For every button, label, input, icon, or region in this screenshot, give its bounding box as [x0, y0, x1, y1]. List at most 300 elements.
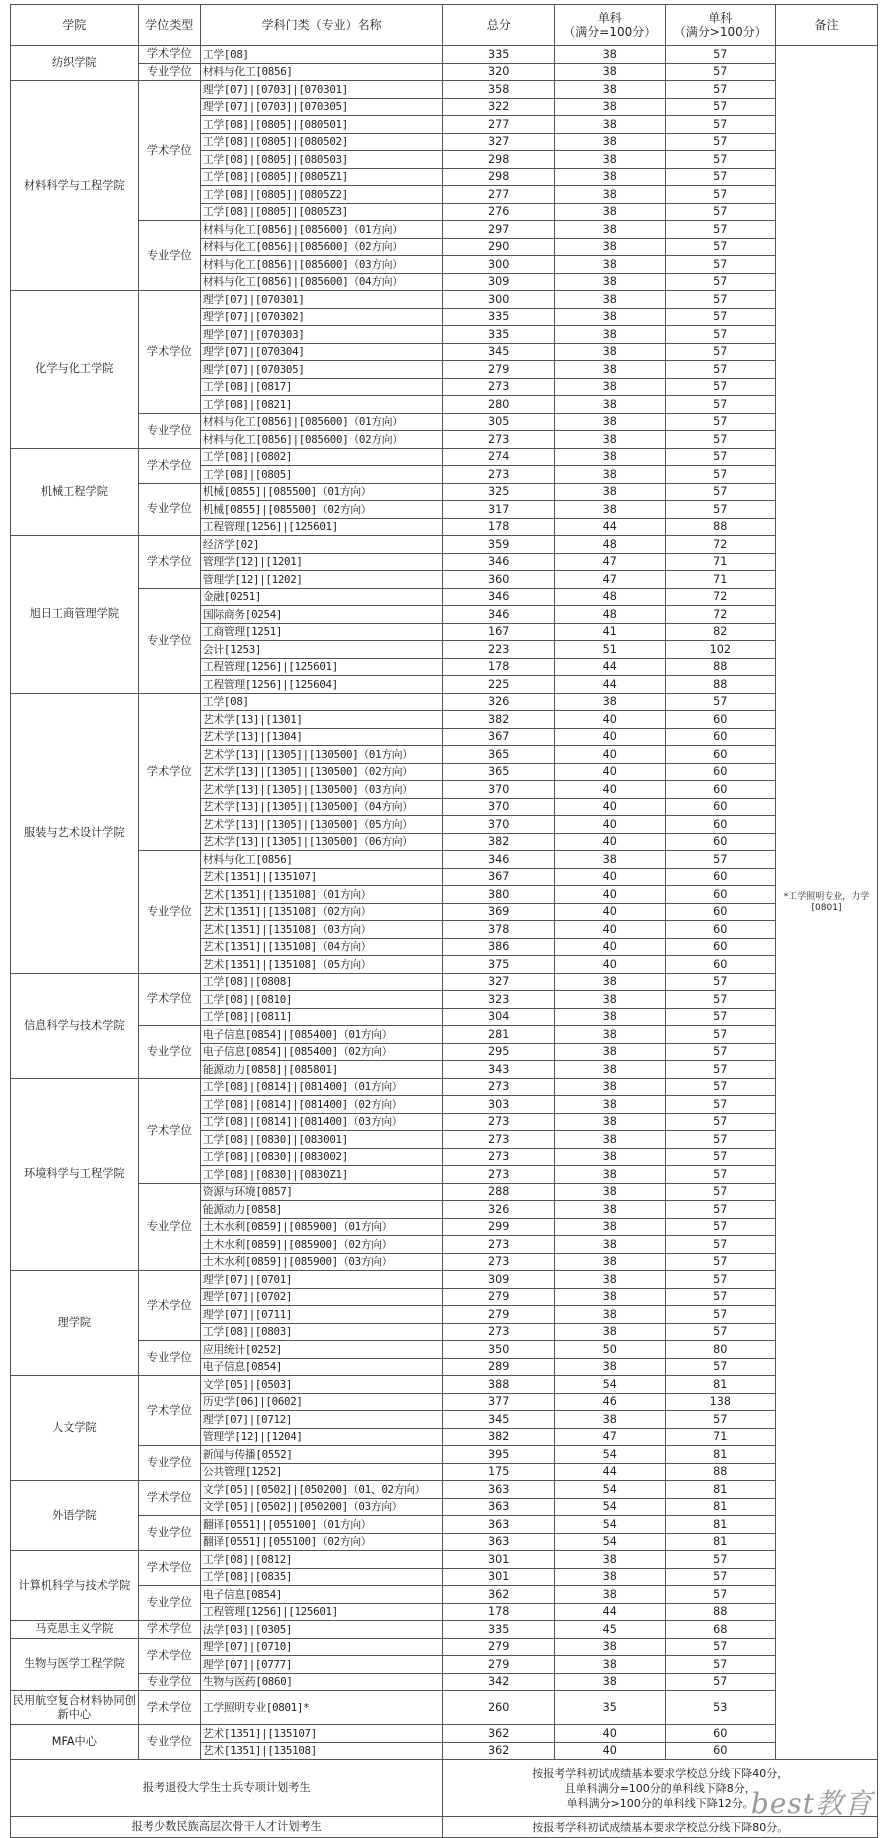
major-cell: 材料与化工[0856]|[085600]（02方向）	[200, 238, 443, 256]
total-score-cell: 335	[443, 1621, 555, 1639]
total-score-cell: 300	[443, 256, 555, 274]
total-score-cell: 365	[443, 746, 555, 764]
total-score-cell: 304	[443, 1008, 555, 1026]
major-cell: 管理学[12]|[1202]	[200, 571, 443, 589]
school-cell: 民用航空复合材料协同创新中心	[11, 1691, 139, 1725]
total-score-cell: 359	[443, 536, 555, 554]
major-cell: 工学[08]|[0803]	[200, 1323, 443, 1341]
major-cell: 工学[08]|[0814]|[081400]（01方向）	[200, 1078, 443, 1096]
single-over-100-cell: 53	[665, 1691, 776, 1725]
table-row	[11, 1621, 878, 1639]
single-over-100-cell: 88	[665, 1603, 776, 1621]
single-over-100-cell: 57	[665, 361, 776, 379]
single-100-cell: 40	[555, 816, 666, 834]
school-cell: 生物与医学工程学院	[11, 1638, 139, 1691]
single-over-100-cell: 60	[665, 903, 776, 921]
total-score-cell: 342	[443, 1673, 555, 1691]
major-cell: 理学[07]|[0777]	[200, 1656, 443, 1674]
total-score-cell: 363	[443, 1498, 555, 1516]
table-row	[11, 1725, 878, 1743]
major-cell: 管理学[12]|[1204]	[200, 1428, 443, 1446]
total-score-cell: 260	[443, 1691, 555, 1725]
single-100-cell: 40	[555, 728, 666, 746]
single-100-cell: 38	[555, 851, 666, 869]
major-cell: 会计[1253]	[200, 641, 443, 659]
single-over-100-cell: 57	[665, 256, 776, 274]
single-100-cell: 40	[555, 833, 666, 851]
single-over-100-cell: 60	[665, 921, 776, 939]
total-score-cell: 298	[443, 168, 555, 186]
total-score-cell: 295	[443, 1043, 555, 1061]
single-over-100-cell: 71	[665, 571, 776, 589]
total-score-cell: 277	[443, 116, 555, 134]
total-score-cell: 370	[443, 798, 555, 816]
single-over-100-cell: 81	[665, 1376, 776, 1394]
single-100-cell: 38	[555, 1236, 666, 1254]
single-over-100-cell: 72	[665, 606, 776, 624]
total-score-cell: 363	[443, 1533, 555, 1551]
single-100-cell: 54	[555, 1446, 666, 1464]
major-cell: 电子信息[0854]	[200, 1358, 443, 1376]
single-100-cell: 38	[555, 238, 666, 256]
total-score-cell: 377	[443, 1393, 555, 1411]
single-over-100-cell: 81	[665, 1498, 776, 1516]
single-100-cell: 38	[555, 203, 666, 221]
major-cell: 金融[0251]	[200, 588, 443, 606]
school-cell: 外语学院	[11, 1481, 139, 1551]
total-score-cell: 360	[443, 571, 555, 589]
single-100-cell: 54	[555, 1516, 666, 1534]
school-cell: 人文学院	[11, 1376, 139, 1481]
total-score-cell: 301	[443, 1551, 555, 1569]
table-row	[11, 1341, 878, 1359]
single-over-100-cell: 57	[665, 1008, 776, 1026]
major-cell: 理学[07]|[0712]	[200, 1411, 443, 1429]
single-over-100-cell: 57	[665, 133, 776, 151]
single-100-cell: 38	[555, 1078, 666, 1096]
total-score-cell: 335	[443, 46, 555, 64]
total-score-cell: 279	[443, 1288, 555, 1306]
major-cell: 翻译[0551]|[055100]（02方向）	[200, 1533, 443, 1551]
single-over-100-cell: 57	[665, 413, 776, 431]
major-cell: 工学[08]|[0830]|[083001]	[200, 1131, 443, 1149]
header-major: 学科门类（专业）名称	[200, 5, 443, 46]
single-over-100-cell: 57	[665, 1201, 776, 1219]
single-100-cell: 38	[555, 1568, 666, 1586]
score-table	[10, 4, 878, 1838]
single-over-100-cell: 60	[665, 938, 776, 956]
major-cell: 工学[08]|[0805]|[0805Z1]	[200, 168, 443, 186]
single-100-cell: 38	[555, 361, 666, 379]
total-score-cell: 279	[443, 1306, 555, 1324]
degree-type-cell: 学术学位	[138, 1481, 200, 1516]
total-score-cell: 346	[443, 553, 555, 571]
major-cell: 工程管理[1256]|[125601]	[200, 518, 443, 536]
single-over-100-cell: 57	[665, 448, 776, 466]
total-score-cell: 290	[443, 238, 555, 256]
degree-type-cell: 专业学位	[138, 413, 200, 448]
single-over-100-cell: 57	[665, 693, 776, 711]
note-cell: *工学照明专业，力学[0801]	[776, 46, 878, 1760]
total-score-cell: 305	[443, 413, 555, 431]
single-100-cell: 40	[555, 1742, 666, 1760]
total-score-cell: 365	[443, 763, 555, 781]
single-over-100-cell: 60	[665, 798, 776, 816]
total-score-cell: 273	[443, 1148, 555, 1166]
single-100-cell: 38	[555, 1008, 666, 1026]
single-100-cell: 38	[555, 1551, 666, 1569]
single-100-cell: 48	[555, 536, 666, 554]
total-score-cell: 370	[443, 816, 555, 834]
total-score-cell: 369	[443, 903, 555, 921]
total-score-cell: 300	[443, 291, 555, 309]
degree-type-cell: 专业学位	[138, 588, 200, 693]
total-score-cell: 363	[443, 1481, 555, 1499]
major-cell: 理学[07]|[0710]	[200, 1638, 443, 1656]
single-over-100-cell: 57	[665, 1131, 776, 1149]
table-row	[11, 63, 878, 81]
total-score-cell: 273	[443, 1078, 555, 1096]
watermark-logo: best教育	[750, 1787, 873, 1820]
total-score-cell: 175	[443, 1463, 555, 1481]
school-cell: 材料科学与工程学院	[11, 81, 139, 291]
single-over-100-cell: 57	[665, 46, 776, 64]
school-cell: 环境科学与工程学院	[11, 1078, 139, 1271]
single-over-100-cell: 57	[665, 378, 776, 396]
major-cell: 工学[08]|[0805]|[080503]	[200, 151, 443, 169]
total-score-cell: 362	[443, 1725, 555, 1743]
single-100-cell: 44	[555, 1463, 666, 1481]
school-cell: 计算机科学与技术学院	[11, 1551, 139, 1621]
total-score-cell: 281	[443, 1026, 555, 1044]
single-100-cell: 38	[555, 291, 666, 309]
total-score-cell: 309	[443, 1271, 555, 1289]
total-score-cell: 388	[443, 1376, 555, 1394]
table-body	[11, 46, 878, 1760]
single-100-cell: 38	[555, 1586, 666, 1604]
single-100-cell: 44	[555, 658, 666, 676]
single-over-100-cell: 57	[665, 1358, 776, 1376]
single-over-100-cell: 88	[665, 518, 776, 536]
total-score-cell: 309	[443, 273, 555, 291]
major-cell: 生物与医药[0860]	[200, 1673, 443, 1691]
single-100-cell: 38	[555, 1673, 666, 1691]
total-score-cell: 378	[443, 921, 555, 939]
major-cell: 工学[08]|[0805]|[080501]	[200, 116, 443, 134]
single-100-cell: 38	[555, 1411, 666, 1429]
degree-type-cell: 学术学位	[138, 291, 200, 414]
single-100-cell: 38	[555, 1061, 666, 1079]
single-100-cell: 38	[555, 1271, 666, 1289]
table-row	[11, 1446, 878, 1464]
total-score-cell: 370	[443, 781, 555, 799]
major-cell: 艺术学[13]|[1305]|[130500]（06方向）	[200, 833, 443, 851]
major-cell: 材料与化工[0856]|[085600]（03方向）	[200, 256, 443, 274]
single-over-100-cell: 60	[665, 886, 776, 904]
single-100-cell: 38	[555, 378, 666, 396]
single-100-cell: 51	[555, 641, 666, 659]
total-score-cell: 325	[443, 483, 555, 501]
total-score-cell: 288	[443, 1183, 555, 1201]
single-100-cell: 44	[555, 676, 666, 694]
single-100-cell: 38	[555, 501, 666, 519]
single-100-cell: 40	[555, 1725, 666, 1743]
single-over-100-cell: 81	[665, 1481, 776, 1499]
single-over-100-cell: 57	[665, 1026, 776, 1044]
single-over-100-cell: 57	[665, 483, 776, 501]
single-over-100-cell: 60	[665, 816, 776, 834]
total-score-cell: 167	[443, 623, 555, 641]
single-over-100-cell: 57	[665, 291, 776, 309]
table-row	[11, 1271, 878, 1289]
table-row	[11, 413, 878, 431]
single-over-100-cell: 57	[665, 396, 776, 414]
single-100-cell: 38	[555, 1131, 666, 1149]
single-100-cell: 38	[555, 1656, 666, 1674]
footer-label: 报考退役大学生士兵专项计划考生	[11, 1760, 443, 1817]
table-row	[11, 1673, 878, 1691]
total-score-cell: 346	[443, 851, 555, 869]
major-cell: 艺术学[13]|[1301]	[200, 711, 443, 729]
degree-type-cell: 专业学位	[138, 1516, 200, 1551]
total-score-cell: 273	[443, 378, 555, 396]
total-score-cell: 178	[443, 658, 555, 676]
major-cell: 艺术[1351]|[135108]（05方向）	[200, 956, 443, 974]
single-100-cell: 38	[555, 1096, 666, 1114]
single-100-cell: 48	[555, 588, 666, 606]
total-score-cell: 350	[443, 1341, 555, 1359]
table-row	[11, 536, 878, 554]
single-over-100-cell: 60	[665, 833, 776, 851]
total-score-cell: 273	[443, 1253, 555, 1271]
total-score-cell: 273	[443, 431, 555, 449]
major-cell: 工学[08]|[0805]	[200, 466, 443, 484]
major-cell: 理学[07]|[0711]	[200, 1306, 443, 1324]
footer-row	[11, 1817, 878, 1838]
single-over-100-cell: 60	[665, 763, 776, 781]
school-cell: 旭日工商管理学院	[11, 536, 139, 694]
school-cell: 机械工程学院	[11, 448, 139, 536]
single-over-100-cell: 57	[665, 1568, 776, 1586]
total-score-cell: 303	[443, 1096, 555, 1114]
single-over-100-cell: 57	[665, 1288, 776, 1306]
major-cell: 理学[07]|[070302]	[200, 308, 443, 326]
single-100-cell: 38	[555, 256, 666, 274]
major-cell: 工学[08]|[0802]	[200, 448, 443, 466]
single-over-100-cell: 57	[665, 1323, 776, 1341]
single-100-cell: 47	[555, 1428, 666, 1446]
single-over-100-cell: 81	[665, 1533, 776, 1551]
total-score-cell: 298	[443, 151, 555, 169]
major-cell: 艺术学[13]|[1305]|[130500]（03方向）	[200, 781, 443, 799]
table-row	[11, 1551, 878, 1569]
single-over-100-cell: 57	[665, 98, 776, 116]
degree-type-cell: 学术学位	[138, 1078, 200, 1183]
single-100-cell: 38	[555, 63, 666, 81]
major-cell: 文学[05]|[0502]|[050200]（03方向）	[200, 1498, 443, 1516]
major-cell: 工学[08]	[200, 693, 443, 711]
single-100-cell: 38	[555, 973, 666, 991]
total-score-cell: 274	[443, 448, 555, 466]
single-over-100-cell: 72	[665, 588, 776, 606]
single-100-cell: 48	[555, 606, 666, 624]
total-score-cell: 375	[443, 956, 555, 974]
single-over-100-cell: 57	[665, 973, 776, 991]
major-cell: 机械[0855]|[085500]（02方向）	[200, 501, 443, 519]
single-100-cell: 38	[555, 1201, 666, 1219]
single-over-100-cell: 57	[665, 1551, 776, 1569]
single-over-100-cell: 57	[665, 326, 776, 344]
major-cell: 艺术[1351]|[135107]	[200, 868, 443, 886]
major-cell: 艺术[1351]|[135108]（02方向）	[200, 903, 443, 921]
school-cell: 马克思主义学院	[11, 1621, 139, 1639]
single-over-100-cell: 102	[665, 641, 776, 659]
major-cell: 文学[05]|[0502]|[050200]（01、02方向）	[200, 1481, 443, 1499]
single-over-100-cell: 57	[665, 1148, 776, 1166]
major-cell: 工学[08]|[0805]|[0805Z2]	[200, 186, 443, 204]
total-score-cell: 289	[443, 1358, 555, 1376]
single-over-100-cell: 80	[665, 1341, 776, 1359]
single-100-cell: 38	[555, 326, 666, 344]
degree-type-cell: 学术学位	[138, 1638, 200, 1673]
single-over-100-cell: 57	[665, 1096, 776, 1114]
major-cell: 工学[08]|[0810]	[200, 991, 443, 1009]
degree-type-cell: 专业学位	[138, 1586, 200, 1621]
table-row	[11, 1376, 878, 1394]
single-100-cell: 38	[555, 1043, 666, 1061]
total-score-cell: 223	[443, 641, 555, 659]
total-score-cell: 367	[443, 728, 555, 746]
major-cell: 法学[03]|[0305]	[200, 1621, 443, 1639]
single-over-100-cell: 138	[665, 1393, 776, 1411]
total-score-cell: 386	[443, 938, 555, 956]
degree-type-cell: 学术学位	[138, 1691, 200, 1725]
total-score-cell: 280	[443, 396, 555, 414]
total-score-cell: 382	[443, 833, 555, 851]
single-100-cell: 38	[555, 1638, 666, 1656]
total-score-cell: 322	[443, 98, 555, 116]
single-100-cell: 40	[555, 903, 666, 921]
total-score-cell: 326	[443, 1201, 555, 1219]
single-over-100-cell: 57	[665, 1061, 776, 1079]
single-100-cell: 45	[555, 1621, 666, 1639]
single-over-100-cell: 57	[665, 1586, 776, 1604]
table-row	[11, 973, 878, 991]
degree-type-cell: 学术学位	[138, 973, 200, 1026]
single-over-100-cell: 57	[665, 168, 776, 186]
major-cell: 工学照明专业[0801]*	[200, 1691, 443, 1725]
single-over-100-cell: 57	[665, 851, 776, 869]
total-score-cell: 382	[443, 711, 555, 729]
single-100-cell: 40	[555, 798, 666, 816]
single-over-100-cell: 57	[665, 1218, 776, 1236]
total-score-cell: 299	[443, 1218, 555, 1236]
footer-label: 报考少数民族高层次骨干人才计划考生	[11, 1817, 443, 1838]
single-100-cell: 54	[555, 1481, 666, 1499]
major-cell: 电子信息[0854]|[085400]（02方向）	[200, 1043, 443, 1061]
degree-type-cell: 学术学位	[138, 1621, 200, 1639]
single-over-100-cell: 60	[665, 781, 776, 799]
degree-type-cell: 专业学位	[138, 1673, 200, 1691]
total-score-cell: 273	[443, 1166, 555, 1184]
single-100-cell: 38	[555, 1218, 666, 1236]
major-cell: 艺术学[13]|[1305]|[130500]（04方向）	[200, 798, 443, 816]
single-100-cell: 40	[555, 763, 666, 781]
degree-type-cell: 学术学位	[138, 448, 200, 483]
single-over-100-cell: 81	[665, 1446, 776, 1464]
single-over-100-cell: 60	[665, 711, 776, 729]
major-cell: 工学[08]|[0835]	[200, 1568, 443, 1586]
table-row	[11, 448, 878, 466]
single-100-cell: 38	[555, 308, 666, 326]
major-cell: 艺术学[13]|[1305]|[130500]（01方向）	[200, 746, 443, 764]
major-cell: 翻译[0551]|[055100]（01方向）	[200, 1516, 443, 1534]
total-score-cell: 327	[443, 133, 555, 151]
table-row	[11, 851, 878, 869]
single-100-cell: 38	[555, 431, 666, 449]
major-cell: 工商管理[1251]	[200, 623, 443, 641]
major-cell: 工学[08]|[0814]|[081400]（03方向）	[200, 1113, 443, 1131]
major-cell: 理学[07]|[070303]	[200, 326, 443, 344]
table-row	[11, 693, 878, 711]
table-row	[11, 1586, 878, 1604]
single-over-100-cell: 57	[665, 1638, 776, 1656]
total-score-cell: 273	[443, 1131, 555, 1149]
major-cell: 材料与化工[0856]|[085600]（04方向）	[200, 273, 443, 291]
header-note: 备注	[776, 5, 878, 46]
single-100-cell: 38	[555, 186, 666, 204]
single-over-100-cell: 57	[665, 221, 776, 239]
table-row	[11, 483, 878, 501]
footer-row	[11, 1760, 878, 1817]
total-score-cell: 395	[443, 1446, 555, 1464]
single-100-cell: 40	[555, 956, 666, 974]
single-over-100-cell: 57	[665, 1043, 776, 1061]
major-cell: 工学[08]|[0811]	[200, 1008, 443, 1026]
major-cell: 工学[08]|[0812]	[200, 1551, 443, 1569]
single-100-cell: 54	[555, 1376, 666, 1394]
degree-type-cell: 专业学位	[138, 63, 200, 81]
table-row	[11, 1078, 878, 1096]
school-cell: 信息科学与技术学院	[11, 973, 139, 1078]
single-100-cell: 38	[555, 116, 666, 134]
degree-type-cell: 专业学位	[138, 221, 200, 291]
total-score-cell: 362	[443, 1586, 555, 1604]
single-100-cell: 38	[555, 98, 666, 116]
total-score-cell: 362	[443, 1742, 555, 1760]
school-cell: MFA中心	[11, 1725, 139, 1760]
total-score-cell: 317	[443, 501, 555, 519]
table-row	[11, 588, 878, 606]
total-score-cell: 327	[443, 973, 555, 991]
total-score-cell: 323	[443, 991, 555, 1009]
header-total: 总分	[443, 5, 555, 46]
single-over-100-cell: 60	[665, 1742, 776, 1760]
single-over-100-cell: 57	[665, 1183, 776, 1201]
single-100-cell: 40	[555, 868, 666, 886]
single-over-100-cell: 57	[665, 991, 776, 1009]
major-cell: 电子信息[0854]|[085400]（01方向）	[200, 1026, 443, 1044]
single-over-100-cell: 71	[665, 1428, 776, 1446]
table-row	[11, 81, 878, 99]
major-cell: 艺术[1351]|[135108]	[200, 1742, 443, 1760]
total-score-cell: 335	[443, 308, 555, 326]
total-score-cell: 326	[443, 693, 555, 711]
single-100-cell: 38	[555, 1358, 666, 1376]
major-cell: 艺术[1351]|[135107]	[200, 1725, 443, 1743]
major-cell: 材料与化工[0856]	[200, 851, 443, 869]
major-cell: 理学[07]|[070304]	[200, 343, 443, 361]
